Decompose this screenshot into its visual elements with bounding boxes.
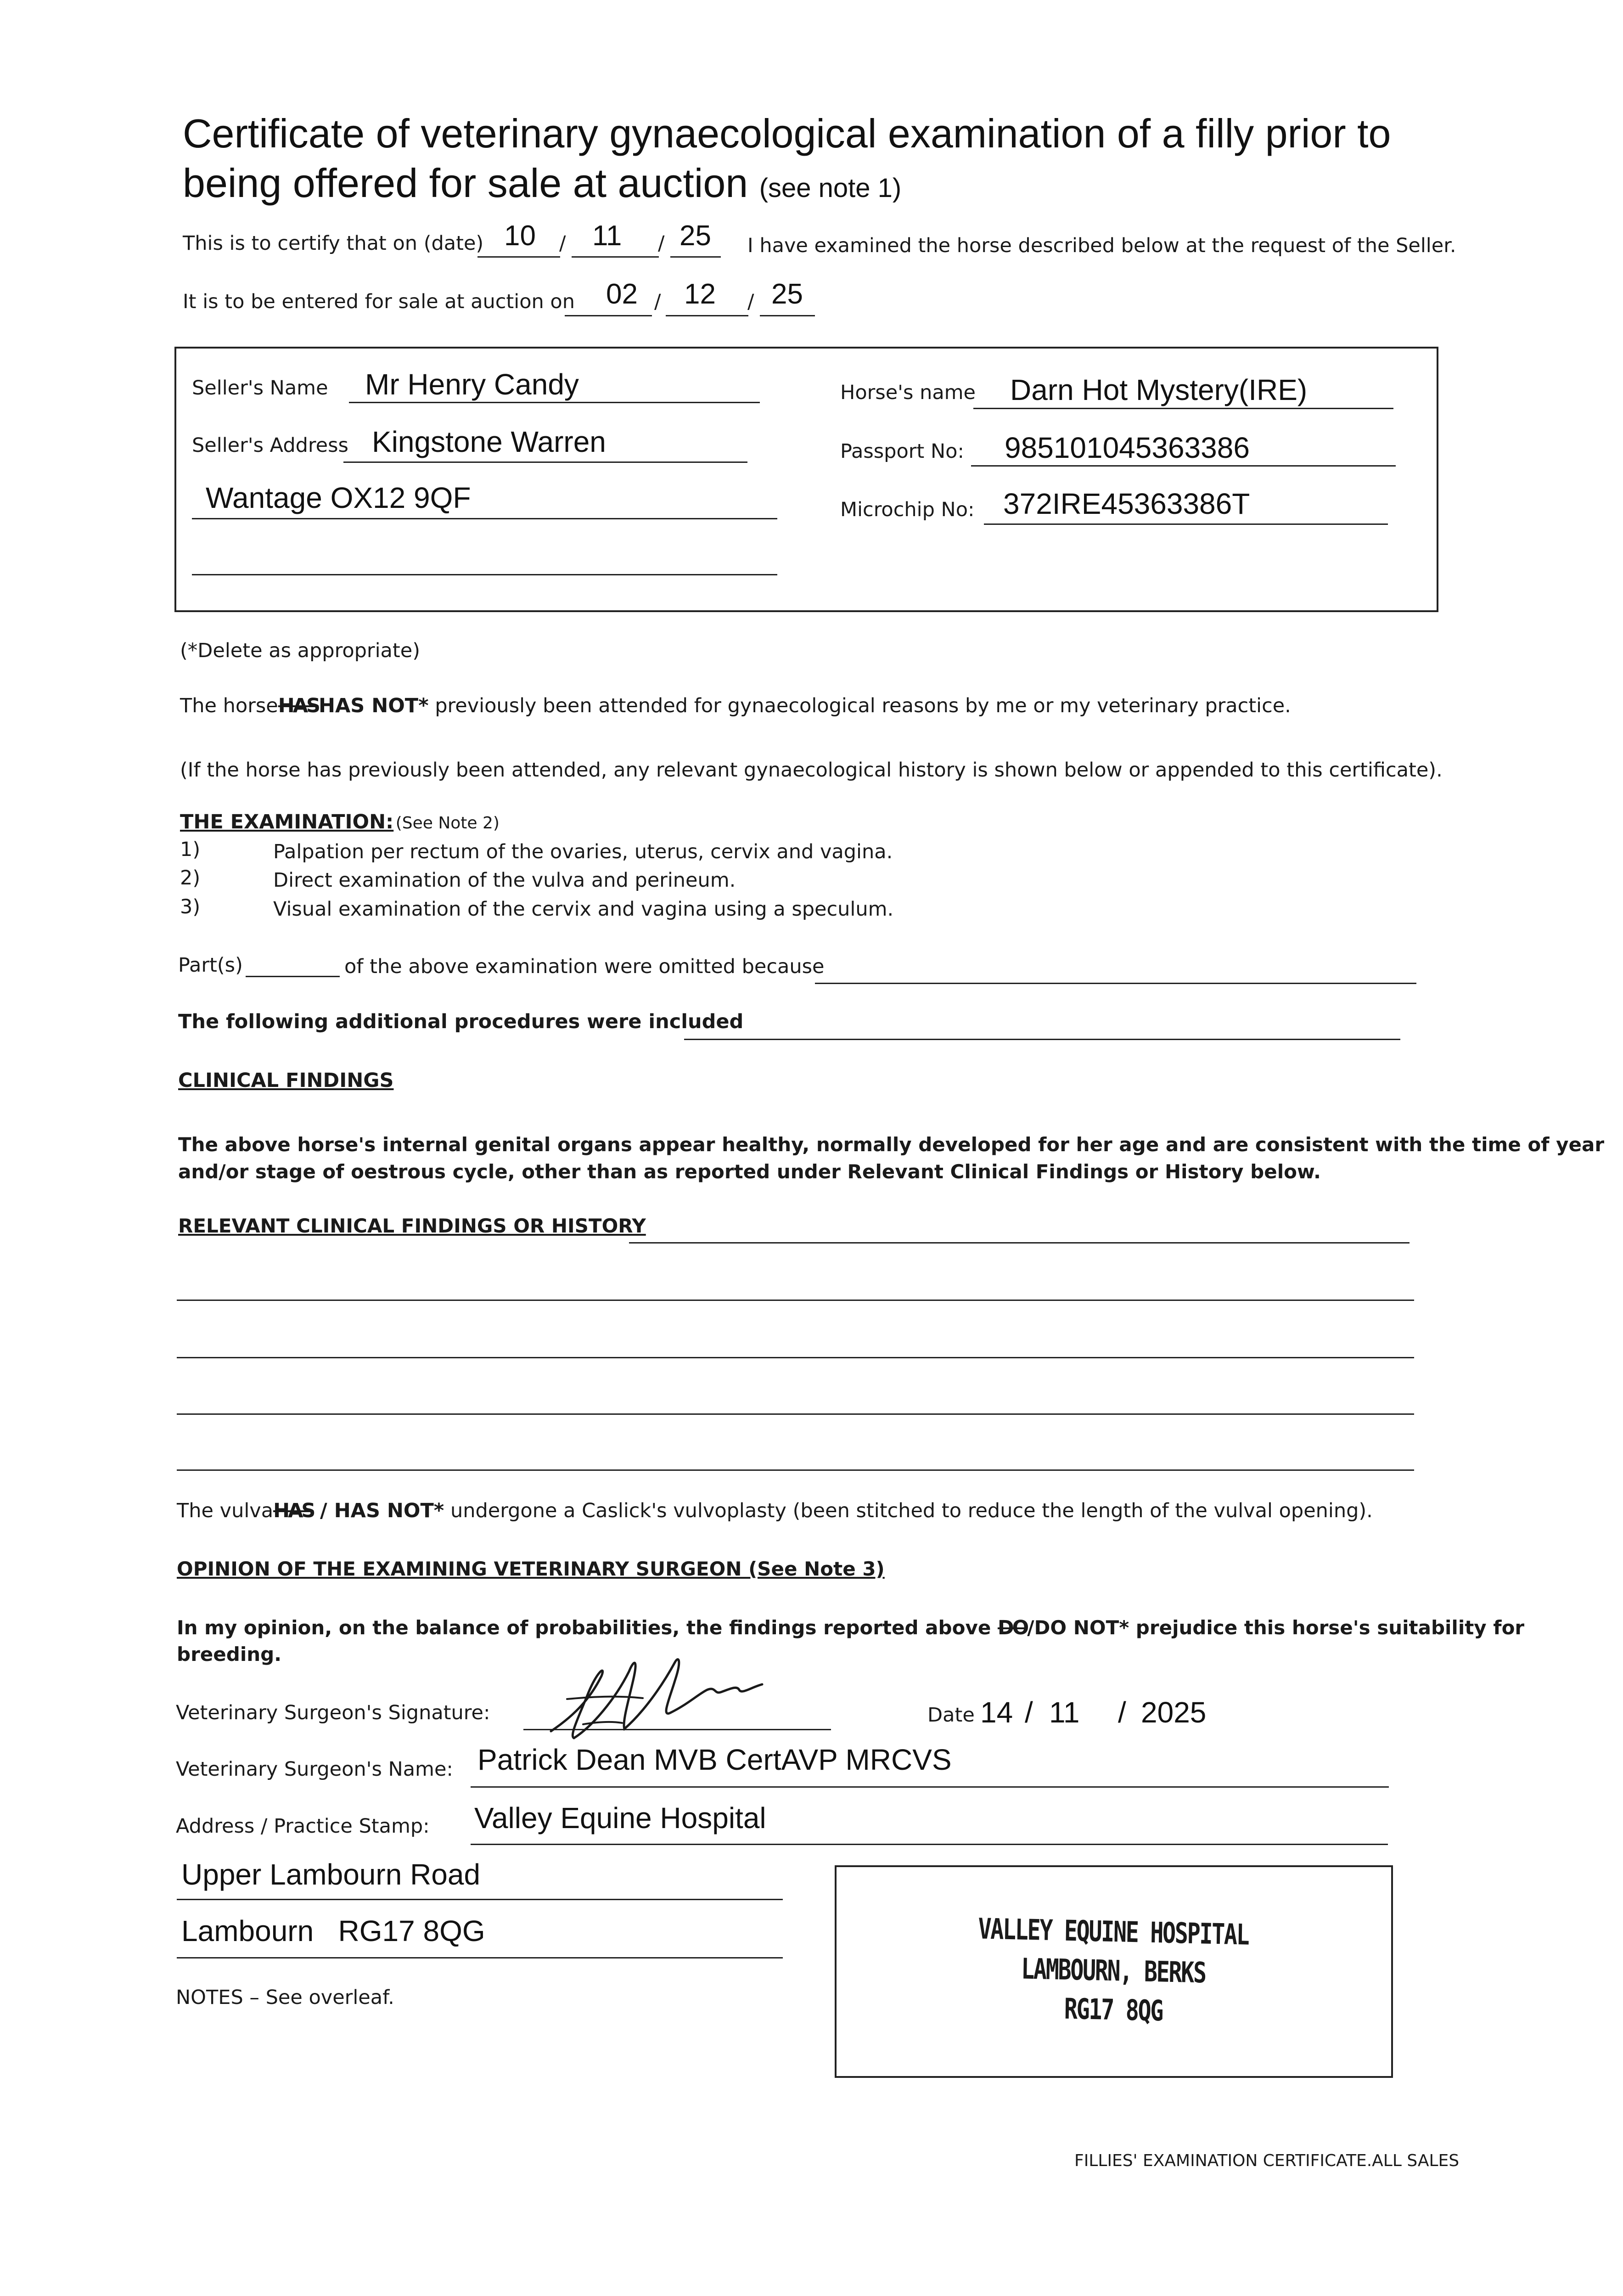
signature-image: [523, 1644, 817, 1754]
certify-year-line: [670, 256, 721, 258]
auction-day: 02: [606, 278, 638, 310]
microchip-line: [984, 523, 1388, 525]
address-line-2: Upper Lambourn Road: [181, 1858, 481, 1891]
title-line-1: Certificate of veterinary gynaecological examination of a filly prior to: [183, 111, 1391, 156]
relevant-findings-line-2: [177, 1357, 1414, 1358]
vulva-choice: / HAS NOT*: [320, 1499, 444, 1522]
seller-address-label: Seller's Address: [192, 434, 348, 457]
examination-note: (See Note 2): [395, 814, 500, 833]
date-slash-2: /: [1118, 1696, 1126, 1729]
opinion-line-2: breeding.: [177, 1643, 282, 1666]
seller-address-label-line: [343, 461, 747, 463]
horse-name-line: [973, 408, 1393, 409]
attended-suffix: previously been attended for gynaecological reasons by me or my veterinary practice.: [435, 694, 1291, 717]
auction-year: 25: [771, 278, 803, 310]
certify-slash-1: /: [559, 232, 566, 255]
delete-note: (*Delete as appropriate): [180, 639, 420, 662]
clinical-text-line-1: The above horse's internal genital organs appear healthy, normally developed for her age and are consistent with the time of year: [178, 1133, 1605, 1156]
auction-year-line: [760, 315, 815, 316]
seller-address-2-line: [192, 518, 777, 519]
auction-slash-2: /: [747, 290, 754, 313]
seller-name-line: [349, 402, 760, 403]
certify-day-line: [477, 256, 560, 258]
certify-month: 11: [592, 220, 622, 252]
auction-month-line: [666, 315, 748, 316]
opinion-struck-do: DO: [997, 1616, 1028, 1639]
passport-label: Passport No:: [840, 440, 964, 463]
date-day: 14: [980, 1696, 1013, 1729]
clinical-text-line-2: and/or stage of oestrous cycle, other than as reported under Relevant Clinical Findings or History below.: [178, 1160, 1321, 1183]
relevant-findings-line-0: [629, 1242, 1410, 1244]
stamp-line-3: RG17 8QG: [1064, 1992, 1163, 2028]
certify-month-line: [572, 256, 659, 258]
address-line-2-rule: [177, 1899, 783, 1900]
certify-year: 25: [680, 220, 711, 252]
exam-item-2-text: Direct examination of the vulva and perineum.: [273, 869, 736, 892]
date-label: Date: [927, 1704, 975, 1727]
relevant-findings-line-4: [177, 1469, 1414, 1471]
clinical-heading: CLINICAL FINDINGS: [178, 1069, 394, 1092]
vet-name: Patrick Dean MVB CertAVP MRCVS: [477, 1743, 952, 1776]
exam-item-1-text: Palpation per rectum of the ovaries, uterus, cervix and vagina.: [273, 840, 893, 863]
signature-label: Veterinary Surgeon's Signature:: [176, 1701, 490, 1724]
address-line-3: Lambourn RG17 8QG: [181, 1914, 485, 1947]
microchip-number: 372IRE45363386T: [1003, 487, 1250, 520]
horse-name-label: Horse's name: [840, 381, 976, 404]
opinion-heading: OPINION OF THE EXAMINING VETERINARY SURGEON (See Note 3): [177, 1558, 885, 1580]
attended-prefix: The horse: [180, 694, 278, 717]
notes: NOTES – See overleaf.: [176, 1986, 394, 2009]
seller-address-line-1: Kingstone Warren: [372, 425, 606, 458]
vet-name-line: [471, 1786, 1389, 1788]
title-line-2: [183, 158, 1391, 213]
certificate-title: [183, 109, 1391, 213]
address-line-3-rule: [177, 1957, 783, 1958]
certify-slash-2: /: [658, 232, 665, 255]
vulva-statement: [177, 1499, 1373, 1522]
horse-name: Darn Hot Mystery(IRE): [1010, 373, 1308, 406]
auction-day-line: [565, 315, 652, 316]
date-month: 11: [1049, 1696, 1080, 1729]
examination-heading-row: [180, 810, 500, 833]
opinion-line-1-b: /DO NOT* prejudice this horse's suitability for: [1027, 1616, 1525, 1639]
practice-stamp: [840, 1912, 1387, 2028]
certify-prefix: This is to certify that on (date): [183, 232, 484, 255]
exam-item-3-text: Visual examination of the cervix and vagina using a speculum.: [273, 898, 894, 921]
relevant-findings-line-3: [177, 1413, 1414, 1415]
seller-name: Mr Henry Candy: [365, 368, 579, 401]
opinion-line-1-a: In my opinion, on the balance of probabilities, the findings reported above: [177, 1616, 991, 1639]
auction-prefix: It is to be entered for sale at auction on: [183, 290, 575, 313]
stamp-line-2: LAMBOURN, BERKS: [1021, 1952, 1206, 1990]
relevant-findings-line-1: [177, 1300, 1414, 1301]
vulva-prefix: The vulva: [177, 1499, 274, 1522]
address-line-1-rule: [471, 1844, 1388, 1845]
footer-reference: FILLIES' EXAMINATION CERTIFICATE.ALL SALES: [1074, 2151, 1460, 2170]
omitted-reason-line: [815, 983, 1416, 984]
attended-struck-has: HAS: [278, 694, 319, 717]
attended-choice: HAS NOT*: [319, 694, 429, 717]
exam-item-3-num: 3): [180, 895, 201, 918]
vulva-struck-has: HAS: [273, 1499, 314, 1522]
date-year: 2025: [1141, 1696, 1207, 1729]
attended-statement: [180, 694, 1291, 717]
vulva-suffix: undergone a Caslick's vulvoplasty (been stitched to reduce the length of the vulval opening).: [450, 1499, 1373, 1522]
omitted-prefix: Part(s): [178, 954, 243, 977]
auction-month: 12: [684, 278, 716, 310]
date-slash-1: /: [1025, 1696, 1033, 1729]
address-line-1: Valley Equine Hospital: [474, 1801, 766, 1835]
title-line-2-text: being offered for sale at auction: [183, 160, 748, 206]
history-note: (If the horse has previously been attended, any relevant gynaecological history is shown below or appended to this certificate).: [180, 759, 1443, 782]
examination-heading: THE EXAMINATION:: [180, 810, 394, 833]
opinion-line-1: [177, 1616, 1524, 1639]
address-label: Address / Practice Stamp:: [176, 1815, 430, 1838]
auction-slash-1: /: [654, 290, 661, 313]
seller-name-label: Seller's Name: [192, 377, 328, 400]
relevant-findings-heading: RELEVANT CLINICAL FINDINGS OR HISTORY: [178, 1215, 646, 1237]
exam-item-2-num: 2): [180, 867, 201, 889]
seller-address-line-2: Wantage OX12 9QF: [206, 481, 471, 514]
microchip-label: Microchip No:: [840, 498, 975, 521]
vet-name-label: Veterinary Surgeon's Name:: [176, 1758, 453, 1781]
certify-day: 10: [504, 220, 536, 252]
seller-address-3-line: [192, 574, 777, 575]
certify-suffix: I have examined the horse described below at the request of the Seller.: [747, 234, 1456, 257]
additional-procedures-line: [684, 1039, 1400, 1040]
passport-line: [971, 465, 1396, 467]
additional-procedures: The following additional procedures were included: [178, 1010, 744, 1033]
omitted-middle: of the above examination were omitted because: [344, 955, 825, 978]
stamp-line-1: VALLEY EQUINE HOSPITAL: [978, 1912, 1249, 1952]
omitted-parts-line: [246, 976, 340, 977]
passport-number: 985101045363386: [1005, 431, 1250, 464]
title-note: (see note 1): [759, 173, 902, 203]
exam-item-1-num: 1): [180, 838, 201, 861]
